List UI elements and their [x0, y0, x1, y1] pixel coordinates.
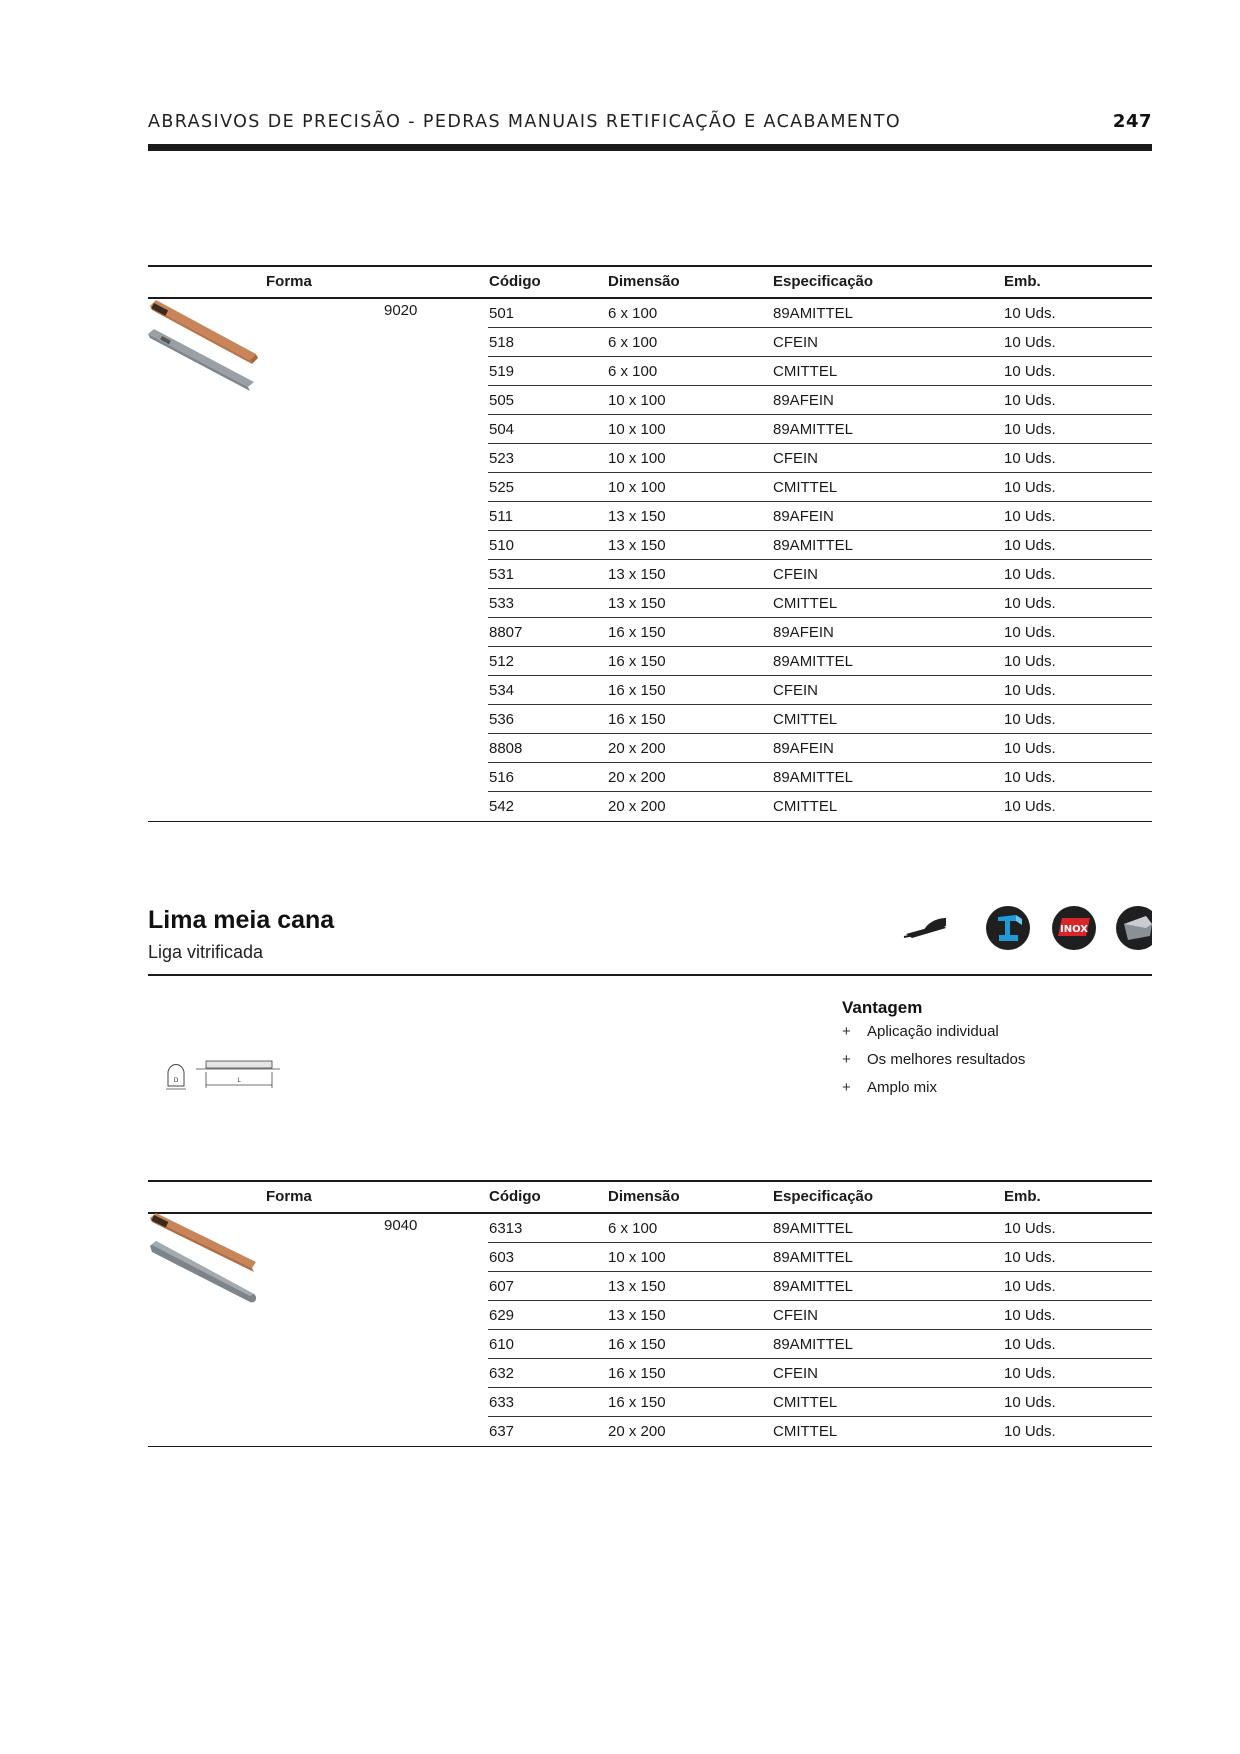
cell-dimensao: 20 x 200 — [608, 1423, 666, 1440]
advantage-text: Os melhores resultados — [867, 1051, 1026, 1068]
cell-codigo: 629 — [489, 1307, 515, 1324]
inox-icon — [1052, 906, 1096, 950]
cell-dimensao: 10 x 100 — [608, 479, 666, 496]
section-title: Lima meia cana — [148, 906, 335, 934]
cell-emb: 10 Uds. — [1004, 1220, 1056, 1237]
cell-codigo: 519 — [489, 363, 515, 380]
cell-especificacao: CMITTEL — [773, 798, 838, 815]
table-row — [148, 1359, 1152, 1388]
cell-especificacao: 89AMITTEL — [773, 537, 854, 554]
cell-codigo: 511 — [489, 508, 513, 525]
cell-especificacao: 89AFEIN — [773, 508, 834, 525]
table-header — [148, 265, 1152, 299]
length-label: L — [237, 1077, 241, 1084]
table-row — [148, 734, 1152, 763]
sharpening-stone-image — [148, 298, 268, 394]
advantage-text: Amplo mix — [867, 1079, 938, 1096]
table-row — [148, 1417, 1152, 1447]
cell-especificacao: 89AFEIN — [773, 624, 834, 641]
advantages-list — [842, 1018, 1025, 1102]
page-header-title: ABRASIVOS DE PRECISÃO - PEDRAS MANUAIS RETIFICAÇÃO E ACABAMENTO — [148, 112, 902, 132]
cell-codigo: 501 — [489, 305, 515, 322]
cell-especificacao: 89AMITTEL — [773, 1220, 854, 1237]
diameter-label: D — [173, 1077, 179, 1084]
cell-especificacao: 89AMITTEL — [773, 1336, 854, 1353]
table-row — [148, 1243, 1152, 1272]
cell-especificacao: CMITTEL — [773, 711, 838, 728]
gray-file-icon — [150, 1241, 256, 1302]
advantage-text: Aplicação individual — [867, 1023, 999, 1040]
half-round-file-image — [148, 1212, 268, 1312]
cell-especificacao: 89AMITTEL — [773, 421, 854, 438]
table-row — [148, 647, 1152, 676]
table-row — [148, 705, 1152, 734]
cell-especificacao: CFEIN — [773, 566, 818, 583]
table-row — [148, 473, 1152, 502]
column-header-codigo: Código — [489, 1188, 541, 1205]
cell-especificacao: 89AMITTEL — [773, 653, 854, 670]
cell-codigo: 523 — [489, 450, 515, 467]
cell-dimensao: 6 x 100 — [608, 1220, 658, 1237]
cell-emb: 10 Uds. — [1004, 682, 1056, 699]
cell-codigo: 610 — [489, 1336, 515, 1353]
cell-dimensao: 10 x 100 — [608, 1249, 666, 1266]
cell-emb: 10 Uds. — [1004, 1307, 1056, 1324]
cell-codigo: 637 — [489, 1423, 515, 1440]
cell-dimensao: 20 x 200 — [608, 740, 666, 757]
cross-section-icon — [166, 1065, 186, 1090]
advantage-item — [842, 1074, 1025, 1102]
table-row — [148, 1388, 1152, 1417]
column-header-forma: Forma — [266, 273, 312, 290]
cell-codigo: 603 — [489, 1249, 515, 1266]
cell-especificacao: CMITTEL — [773, 1394, 838, 1411]
cell-dimensao: 16 x 150 — [608, 682, 666, 699]
cell-codigo: 632 — [489, 1365, 515, 1382]
cell-dimensao: 13 x 150 — [608, 566, 666, 583]
cell-codigo: 510 — [489, 537, 515, 554]
table-row — [148, 1330, 1152, 1359]
table-row — [148, 1214, 1152, 1243]
cell-emb: 10 Uds. — [1004, 1249, 1056, 1266]
product-table-9040 — [148, 1180, 1152, 1447]
cell-codigo: 525 — [489, 479, 515, 496]
orange-stone-icon — [150, 300, 258, 364]
column-header-codigo: Código — [489, 273, 541, 290]
cell-especificacao: CFEIN — [773, 334, 818, 351]
section-rule — [148, 974, 1152, 976]
advantage-item — [842, 1018, 1025, 1046]
table-row — [148, 444, 1152, 473]
steel-profile-icon — [986, 906, 1030, 950]
cell-emb: 10 Uds. — [1004, 1423, 1056, 1440]
inox-label: INOX — [1060, 924, 1088, 935]
cell-codigo: 518 — [489, 334, 515, 351]
header-rule — [148, 144, 1152, 151]
plus-icon: + — [842, 1051, 851, 1068]
table-header — [148, 1180, 1152, 1214]
cell-dimensao: 6 x 100 — [608, 305, 658, 322]
dimension-drawing — [166, 1058, 282, 1092]
cell-dimensao: 13 x 150 — [608, 537, 666, 554]
hand-tool-icon — [904, 918, 946, 938]
section-subtitle: Liga vitrificada — [148, 942, 264, 962]
table-row — [148, 676, 1152, 705]
application-icons — [902, 904, 1152, 954]
cell-especificacao: 89AFEIN — [773, 392, 834, 409]
cell-dimensao: 20 x 200 — [608, 769, 666, 786]
cell-emb: 10 Uds. — [1004, 1278, 1056, 1295]
column-header-emb: Emb. — [1004, 273, 1041, 290]
article-number: 9040 — [384, 1217, 418, 1234]
cell-emb: 10 Uds. — [1004, 653, 1056, 670]
cell-codigo: 534 — [489, 682, 515, 699]
page-number: 247 — [1112, 111, 1152, 132]
table-row — [148, 415, 1152, 444]
table-row — [148, 502, 1152, 531]
cell-emb: 10 Uds. — [1004, 769, 1056, 786]
cell-codigo: 542 — [489, 798, 515, 815]
cell-dimensao: 16 x 150 — [608, 711, 666, 728]
cell-emb: 10 Uds. — [1004, 305, 1056, 322]
cell-codigo: 512 — [489, 653, 515, 670]
cell-codigo: 536 — [489, 711, 515, 728]
cell-emb: 10 Uds. — [1004, 1365, 1056, 1382]
cell-codigo: 6313 — [489, 1220, 523, 1237]
column-header-emb: Emb. — [1004, 1188, 1041, 1205]
side-view-icon — [196, 1061, 280, 1088]
cell-codigo: 505 — [489, 392, 515, 409]
cell-especificacao: CMITTEL — [773, 595, 838, 612]
cell-emb: 10 Uds. — [1004, 595, 1056, 612]
cell-dimensao: 10 x 100 — [608, 450, 666, 467]
cell-dimensao: 16 x 150 — [608, 1365, 666, 1382]
cell-especificacao: 89AMITTEL — [773, 769, 854, 786]
table-row — [148, 531, 1152, 560]
cell-especificacao: CFEIN — [773, 682, 818, 699]
cell-dimensao: 13 x 150 — [608, 508, 666, 525]
cell-emb: 10 Uds. — [1004, 537, 1056, 554]
orange-file-icon — [150, 1213, 256, 1272]
column-header-especificacao: Especificação — [773, 273, 874, 290]
cell-dimensao: 13 x 150 — [608, 595, 666, 612]
cell-especificacao: CFEIN — [773, 1365, 818, 1382]
cell-dimensao: 13 x 150 — [608, 1307, 666, 1324]
table-row — [148, 299, 1152, 328]
cell-emb: 10 Uds. — [1004, 711, 1056, 728]
cell-dimensao: 10 x 100 — [608, 421, 666, 438]
cell-codigo: 533 — [489, 595, 515, 612]
column-header-especificacao: Especificação — [773, 1188, 874, 1205]
cell-emb: 10 Uds. — [1004, 334, 1056, 351]
cell-especificacao: CMITTEL — [773, 479, 838, 496]
cell-emb: 10 Uds. — [1004, 1336, 1056, 1353]
product-table-9020 — [148, 265, 1152, 822]
cell-especificacao: CFEIN — [773, 450, 818, 467]
table-body — [148, 299, 1152, 822]
cell-codigo: 516 — [489, 769, 515, 786]
column-header-dimensao: Dimensão — [608, 1188, 680, 1205]
cell-codigo: 8807 — [489, 624, 523, 641]
cast-iron-icon — [1116, 906, 1152, 950]
table-row — [148, 560, 1152, 589]
table-row — [148, 328, 1152, 357]
cell-codigo: 607 — [489, 1278, 515, 1295]
cell-emb: 10 Uds. — [1004, 798, 1056, 815]
table-body — [148, 1214, 1152, 1447]
cell-especificacao: 89AMITTEL — [773, 305, 854, 322]
advantage-item — [842, 1046, 1025, 1074]
cell-dimensao: 16 x 150 — [608, 1336, 666, 1353]
cell-emb: 10 Uds. — [1004, 421, 1056, 438]
cell-emb: 10 Uds. — [1004, 508, 1056, 525]
table-row — [148, 618, 1152, 647]
cell-especificacao: CMITTEL — [773, 1423, 838, 1440]
cell-dimensao: 6 x 100 — [608, 334, 658, 351]
article-number: 9020 — [384, 302, 418, 319]
table-row — [148, 792, 1152, 822]
cell-emb: 10 Uds. — [1004, 450, 1056, 467]
cell-emb: 10 Uds. — [1004, 479, 1056, 496]
cell-dimensao: 16 x 150 — [608, 624, 666, 641]
cell-emb: 10 Uds. — [1004, 566, 1056, 583]
cell-especificacao: 89AFEIN — [773, 740, 834, 757]
table-row — [148, 1301, 1152, 1330]
table-row — [148, 589, 1152, 618]
cell-codigo: 504 — [489, 421, 515, 438]
table-row — [148, 1272, 1152, 1301]
table-row — [148, 763, 1152, 792]
cell-dimensao: 13 x 150 — [608, 1278, 666, 1295]
cell-dimensao: 16 x 150 — [608, 653, 666, 670]
column-header-forma: Forma — [266, 1188, 312, 1205]
plus-icon: + — [842, 1023, 851, 1040]
cell-emb: 10 Uds. — [1004, 363, 1056, 380]
cell-emb: 10 Uds. — [1004, 1394, 1056, 1411]
cell-especificacao: 89AMITTEL — [773, 1278, 854, 1295]
cell-especificacao: CFEIN — [773, 1307, 818, 1324]
cell-emb: 10 Uds. — [1004, 392, 1056, 409]
plus-icon: + — [842, 1079, 851, 1096]
cell-emb: 10 Uds. — [1004, 624, 1056, 641]
advantages-title: Vantagem — [842, 998, 923, 1017]
gray-stone-icon — [148, 329, 254, 391]
cell-codigo: 531 — [489, 566, 515, 583]
cell-codigo: 633 — [489, 1394, 515, 1411]
cell-dimensao: 20 x 200 — [608, 798, 666, 815]
cell-especificacao: 89AMITTEL — [773, 1249, 854, 1266]
cell-dimensao: 6 x 100 — [608, 363, 658, 380]
cell-dimensao: 10 x 100 — [608, 392, 666, 409]
table-row — [148, 357, 1152, 386]
table-row — [148, 386, 1152, 415]
cell-codigo: 8808 — [489, 740, 523, 757]
cell-emb: 10 Uds. — [1004, 740, 1056, 757]
column-header-dimensao: Dimensão — [608, 273, 680, 290]
cell-dimensao: 16 x 150 — [608, 1394, 666, 1411]
cell-especificacao: CMITTEL — [773, 363, 838, 380]
